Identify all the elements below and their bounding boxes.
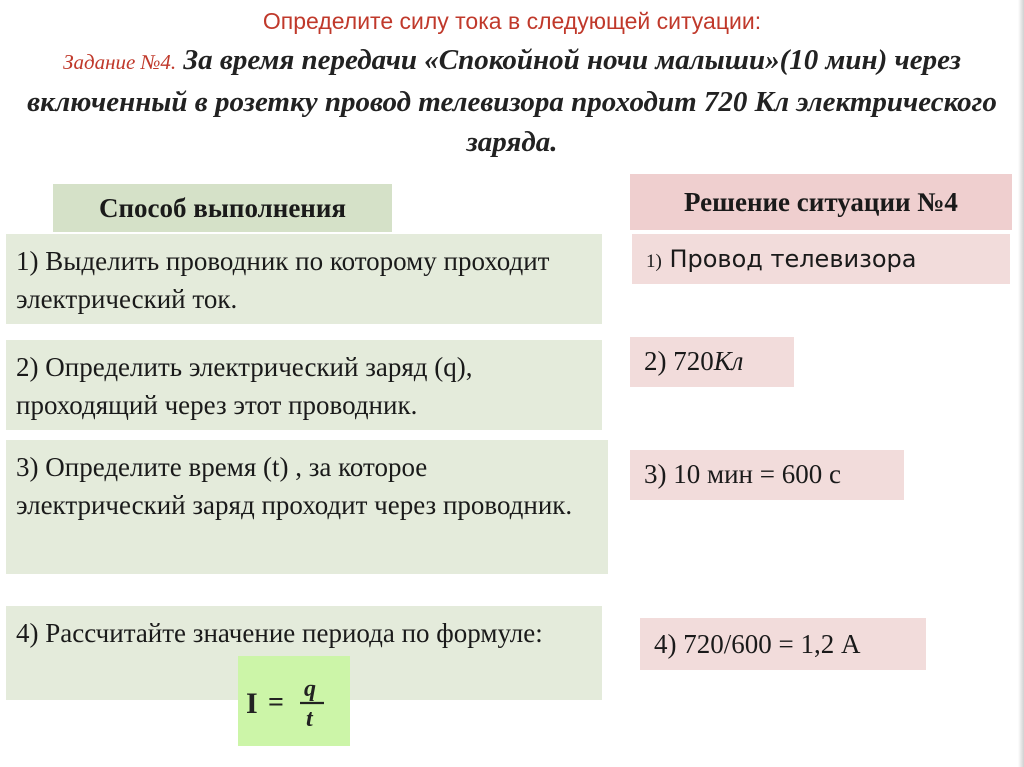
solution-step-1-text: Провод телевизора (661, 245, 917, 273)
task-text: За время передачи «Спокойной ночи малыши»(10 мин) через включенный в розетку провод телевизора проходит 720 Кл электрического заряда. (27, 44, 997, 158)
formula-numerator: q (304, 676, 316, 702)
task-label: Задание №4. (63, 50, 177, 74)
current-formula (238, 656, 350, 746)
method-step-3: 3) Определите время (t) , за которое электрический заряд проходит через проводник. (6, 440, 608, 574)
solution-header: Решение ситуации №4 (630, 174, 1012, 230)
solution-step-2-unit: Кл (713, 346, 744, 376)
method-step-1: 1) Выделить проводник по которому проходит электрический ток. (6, 234, 602, 324)
method-step-4: 4) Рассчитайте значение периода по формуле: (6, 606, 602, 700)
solution-step-2-value: 2) 720 (644, 346, 714, 376)
solution-step-1 (632, 234, 1010, 284)
solution-step-1-number: 1) (646, 251, 662, 272)
slide-edge-shadow (1018, 0, 1024, 767)
slide-title: Определите силу тока в следующей ситуации: (262, 8, 762, 34)
solution-step-2 (630, 337, 794, 387)
solution-step-3: 3) 10 мин = 600 с (630, 450, 904, 500)
method-header: Способ выполнения (53, 184, 392, 232)
formula-equals: = (268, 687, 284, 718)
formula-denominator: t (306, 706, 313, 732)
formula-lhs: I (246, 687, 258, 720)
task-statement (14, 40, 1010, 162)
solution-step-4: 4) 720/600 = 1,2 А (640, 618, 926, 670)
method-step-2: 2) Определить электрический заряд (q), проходящий через этот проводник. (6, 340, 602, 430)
formula-graphic (238, 656, 350, 746)
